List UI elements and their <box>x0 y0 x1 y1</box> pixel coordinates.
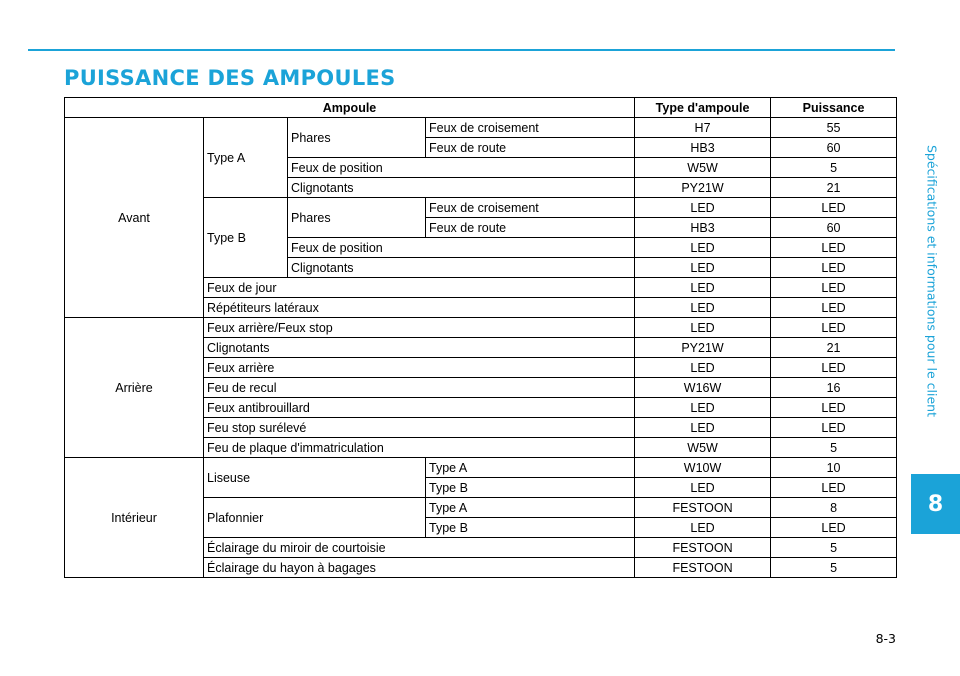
row-label: Feu de recul <box>204 378 635 398</box>
row-label: Type B <box>426 478 635 498</box>
row-label: Type A <box>426 498 635 518</box>
bulb-power: LED <box>771 358 897 378</box>
bulb-power: 5 <box>771 438 897 458</box>
bulb-table <box>64 97 897 578</box>
bulb-power: LED <box>771 398 897 418</box>
row-label: Éclairage du miroir de courtoisie <box>204 538 635 558</box>
bulb-type: LED <box>635 418 771 438</box>
bulb-type: LED <box>635 518 771 538</box>
bulb-power: 5 <box>771 158 897 178</box>
bulb-type: FESTOON <box>635 538 771 558</box>
bulb-power: 8 <box>771 498 897 518</box>
header-row <box>65 98 897 118</box>
row-label: Répétiteurs latéraux <box>204 298 635 318</box>
row-label: Feu de plaque d'immatriculation <box>204 438 635 458</box>
interieur-plafonnier: Plafonnier <box>204 498 426 538</box>
group-interieur: Intérieur <box>65 458 204 578</box>
top-rule <box>28 49 895 51</box>
header-puissance: Puissance <box>771 98 897 118</box>
side-chapter-label <box>922 93 942 469</box>
bulb-type: LED <box>635 398 771 418</box>
bulb-type: FESTOON <box>635 498 771 518</box>
bulb-type: W10W <box>635 458 771 478</box>
bulb-power: 16 <box>771 378 897 398</box>
bulb-power: LED <box>771 318 897 338</box>
bulb-type: FESTOON <box>635 558 771 578</box>
bulb-type: LED <box>635 198 771 218</box>
bulb-power: LED <box>771 238 897 258</box>
row-label: Clignotants <box>288 178 635 198</box>
interieur-liseuse: Liseuse <box>204 458 426 498</box>
row-label: Feux de jour <box>204 278 635 298</box>
bulb-type: LED <box>635 298 771 318</box>
avant-a-phares: Phares <box>288 118 426 158</box>
row-label: Feux de croisement <box>426 118 635 138</box>
bulb-type: W5W <box>635 158 771 178</box>
bulb-type: LED <box>635 278 771 298</box>
row-label: Type B <box>426 518 635 538</box>
bulb-power: 21 <box>771 338 897 358</box>
bulb-power: LED <box>771 198 897 218</box>
bulb-type: LED <box>635 318 771 338</box>
bulb-power: 60 <box>771 138 897 158</box>
bulb-type: PY21W <box>635 338 771 358</box>
bulb-type: LED <box>635 478 771 498</box>
row-label: Feux de route <box>426 218 635 238</box>
bulb-type: PY21W <box>635 178 771 198</box>
bulb-power: 55 <box>771 118 897 138</box>
bulb-type: LED <box>635 238 771 258</box>
bulb-type: H7 <box>635 118 771 138</box>
page-title: PUISSANCE DES AMPOULES <box>64 66 396 90</box>
table-row <box>65 458 897 478</box>
bulb-power: 5 <box>771 538 897 558</box>
avant-b-phares: Phares <box>288 198 426 238</box>
bulb-power: LED <box>771 298 897 318</box>
row-label: Clignotants <box>288 258 635 278</box>
bulb-type: W5W <box>635 438 771 458</box>
avant-type-b: Type B <box>204 198 288 278</box>
header-type: Type d'ampoule <box>635 98 771 118</box>
bulb-power: LED <box>771 278 897 298</box>
table-row <box>65 318 897 338</box>
row-label: Feux de position <box>288 158 635 178</box>
group-arriere: Arrière <box>65 318 204 458</box>
bulb-power: LED <box>771 518 897 538</box>
page-number: 8-3 <box>875 631 896 646</box>
bulb-type: HB3 <box>635 138 771 158</box>
row-label: Feux de croisement <box>426 198 635 218</box>
table-row <box>65 118 897 138</box>
group-avant: Avant <box>65 118 204 318</box>
row-label: Éclairage du hayon à bagages <box>204 558 635 578</box>
bulb-type: HB3 <box>635 218 771 238</box>
bulb-power: 5 <box>771 558 897 578</box>
bulb-type: W16W <box>635 378 771 398</box>
bulb-type: LED <box>635 258 771 278</box>
bulb-power: 21 <box>771 178 897 198</box>
row-label: Feu stop surélevé <box>204 418 635 438</box>
row-label: Feux arrière <box>204 358 635 378</box>
bulb-power: LED <box>771 418 897 438</box>
header-ampoule: Ampoule <box>65 98 635 118</box>
row-label: Feux de route <box>426 138 635 158</box>
chapter-tab: 8 <box>911 474 960 534</box>
row-label: Feux de position <box>288 238 635 258</box>
bulb-type: LED <box>635 358 771 378</box>
side-chapter-label-text: Spécifications et informations pour le client <box>924 144 940 418</box>
row-label: Clignotants <box>204 338 635 358</box>
bulb-power: LED <box>771 258 897 278</box>
bulb-power: 60 <box>771 218 897 238</box>
row-label: Type A <box>426 458 635 478</box>
avant-type-a: Type A <box>204 118 288 198</box>
bulb-power: 10 <box>771 458 897 478</box>
row-label: Feux antibrouillard <box>204 398 635 418</box>
bulb-power: LED <box>771 478 897 498</box>
row-label: Feux arrière/Feux stop <box>204 318 635 338</box>
